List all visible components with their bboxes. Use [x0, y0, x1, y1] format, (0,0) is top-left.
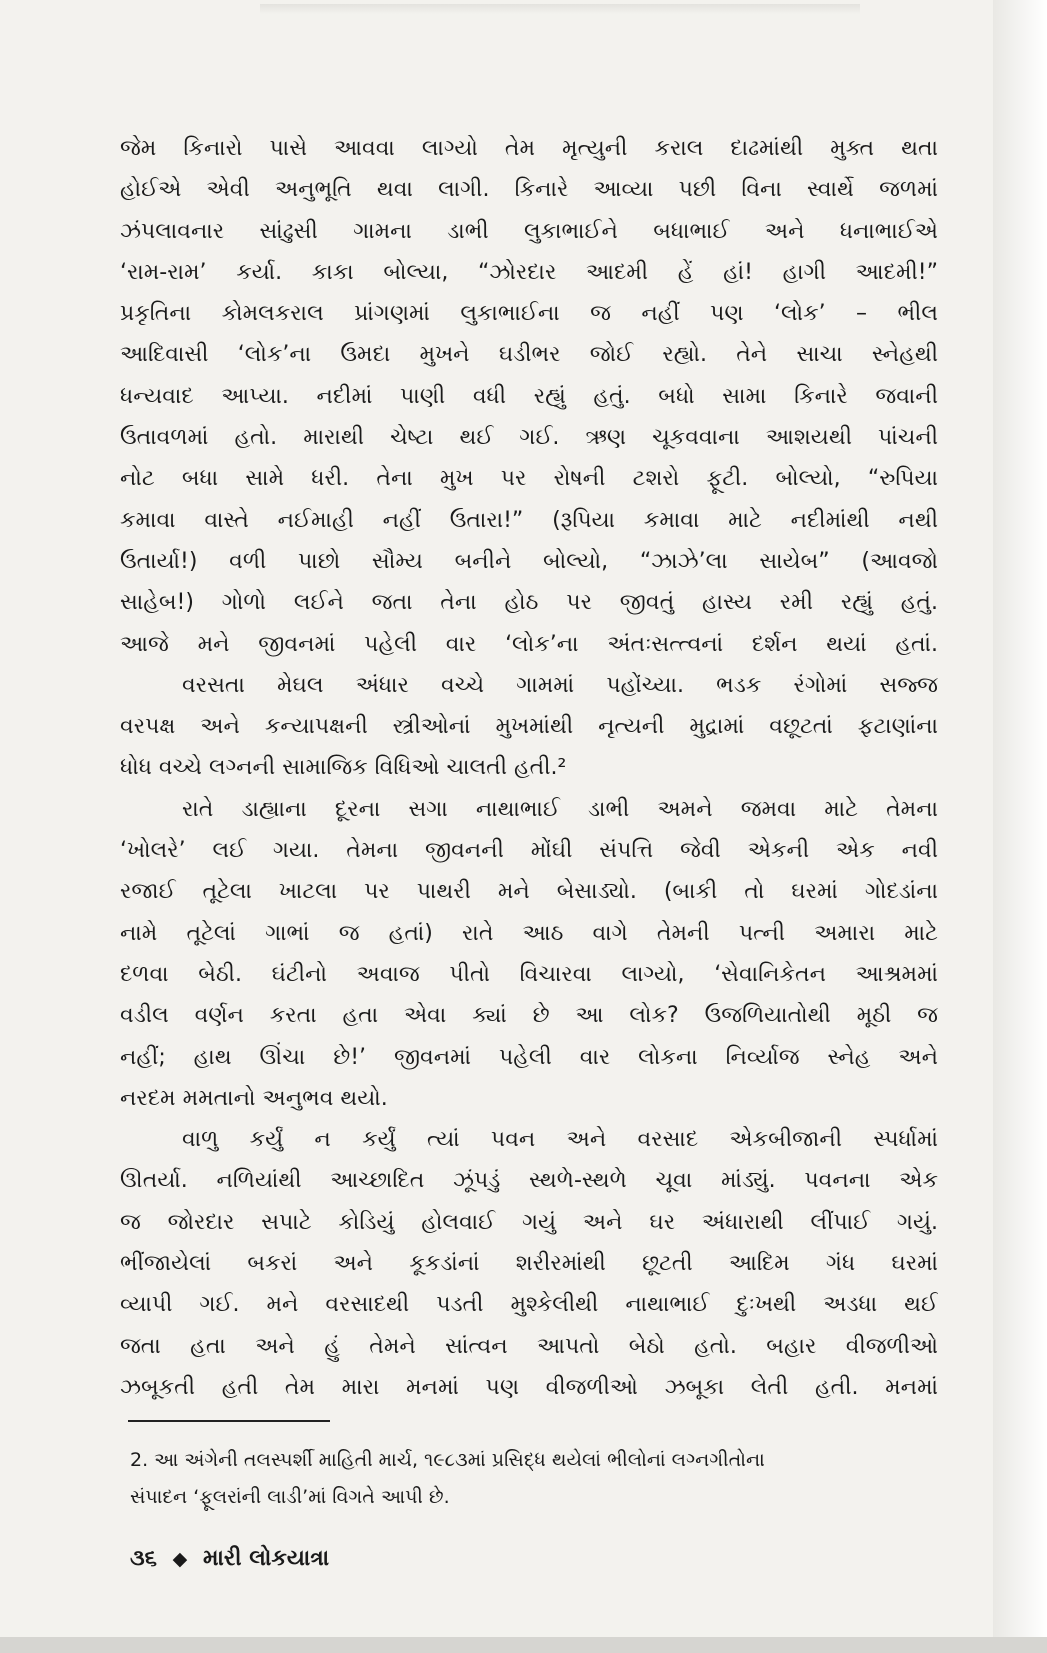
- footnote-divider: [128, 1420, 330, 1422]
- text-line: વરપક્ષ અને કન્યાપક્ષની સ્ત્રીઓનાં મુખમાંથી નૃત્યની મુદ્રામાં વછૂટતાં ફટાણાંના: [120, 714, 938, 740]
- page-edge: [993, 0, 1047, 1653]
- text-line: ઉતાર્યા!) વળી પાછો સૌમ્ય બનીને બોલ્યો, “ઝાઝે’લા સાયેબ” (આવજો: [120, 548, 938, 574]
- text-line: નોટ બધા સામે ધરી. તેના મુખ પર રોષની ટશરો ફૂટી. બોલ્યો, “રુપિયા: [120, 466, 938, 492]
- text-line: ઉતાવળમાં હતો. મારાથી ચેષ્ટા થઈ ગઈ. ઋણ ચૂકવવાના આશયથી પાંચની: [120, 425, 938, 451]
- text-line: ઝબૂકતી હતી તેમ મારા મનમાં પણ વીજળીઓ ઝબૂકા લેતી હતી. મનમાં: [120, 1374, 938, 1400]
- text-line: સાહેબ!) ગોળો લઈને જતા તેના હોઠ પર જીવતું હાસ્ય રમી રહ્યું હતું.: [120, 590, 938, 616]
- text-line: ઊતર્યા. નળિયાંથી આચ્છાદિત ઝૂંપડું સ્થળે-સ્થળે ચૂવા માંડ્યું. પવનના એક: [120, 1168, 938, 1194]
- page-footer: [130, 1546, 329, 1571]
- book-title: મારી લોકયાત્રા: [202, 1546, 330, 1571]
- text-line: કમાવા વાસ્તે નઈમાહી નહીં ઉતારા!” (રૂપિયા કમાવા માટે નદીમાંથી નથી: [120, 507, 938, 533]
- text-line: પ્રકૃતિના કોમલકરાલ પ્રાંગણમાં લુકાભાઈના જ નહીં પણ ‘લોક’ – ભીલ: [120, 301, 938, 327]
- text-line: નરદમ મમતાનો અનુભવ થયો.: [120, 1085, 388, 1111]
- body-text: [120, 128, 938, 1408]
- page-bottom-edge: [0, 1637, 1047, 1653]
- text-line: નહીં; હાથ ઊંચા છે!’ જીવનમાં પહેલી વાર લોકના નિર્વ્યાજ સ્નેહ અને: [120, 1044, 938, 1070]
- text-line: જેમ કિનારો પાસે આવવા લાગ્યો તેમ મૃત્યુની કરાલ દાઢમાંથી મુક્ત થતા: [120, 136, 938, 161]
- text-line: ધન્યવાદ આપ્યા. નદીમાં પાણી વધી રહ્યું હતું. બધો સામા કિનારે જવાની: [120, 383, 938, 409]
- footnote-line: 2. આ અંગેની તલસ્પર્શી માહિતી માર્ચ, ૧૯૮૩માં પ્રસિદ્ધ થયેલાં ભીલોનાં લગ્નગીતોના: [130, 1449, 765, 1471]
- page-number: ૩૬: [130, 1546, 157, 1571]
- text-line: વ્યાપી ગઈ. મને વરસાદથી પડતી મુશ્કેલીથી નાથાભાઈ દુઃખથી અડધા થઈ: [120, 1292, 938, 1318]
- text-line: રજાઈ તૂટેલા ખાટલા પર પાથરી મને બેસાડ્યો. (બાકી તો ઘરમાં ગોદડાંના: [120, 879, 938, 905]
- text-line: વડીલ વર્ણન કરતા હતા એવા ક્યાં છે આ લોક? ઉજળિયાતોથી મૂઠી જ: [120, 1003, 938, 1029]
- text-line: ‘રામ-રામ’ કર્યા. કાકા બોલ્યા, “ઝોરદાર આદમી હેં હાં! હાગી આદમી!”: [120, 259, 938, 285]
- text-line: ભીંજાયેલાં બકરાં અને કૂકડાંનાં શરીરમાંથી છૂટતી આદિમ ગંધ ઘરમાં: [120, 1251, 938, 1277]
- text-line: નામે તૂટેલાં ગાભાં જ હતાં) રાતે આઠ વાગે તેમની પત્ની અમારા માટે: [120, 920, 938, 946]
- text-line: જતા હતા અને હું તેમને સાંત્વન આપતો બેઠો હતો. બહાર વીજળીઓ: [120, 1333, 938, 1359]
- text-line: આદિવાસી ‘લોક’ના ઉમદા મુખને ઘડીભર જોઈ રહ્યો. તેને સાચા સ્નેહથી: [120, 342, 938, 368]
- text-line: આજે મને જીવનમાં પહેલી વાર ‘લોક’ના અંતઃસત્ત્વનાં દર્શન થયાં હતાં.: [120, 631, 938, 657]
- text-line: ધોધ વચ્ચે લગ્નની સામાજિક વિધિઓ ચાલતી હતી.²: [120, 755, 567, 781]
- footnote-line: સંપાદન ‘ફૂલરાંની લાડી’માં વિગતે આપી છે.: [130, 1486, 450, 1508]
- footnote: [130, 1442, 938, 1516]
- text-line: દળવા બેઠી. ઘંટીનો અવાજ પીતો વિચારવા લાગ્યો, ‘સેવાનિકેતન આશ્રમમાં: [120, 961, 938, 987]
- text-line: જ જોરદાર સપાટે કોડિયું હોલવાઈ ગયું અને ઘર અંધારાથી લીંપાઈ ગયું.: [120, 1209, 938, 1235]
- text-line: વાળુ કર્યું ન કર્યું ત્યાં પવન અને વરસાદ એકબીજાની સ્પર્ધામાં: [182, 1127, 938, 1153]
- text-line: રાતે ડાહ્યાના દૂરના સગા નાથાભાઈ ડાભી અમને જમવા માટે તેમના: [182, 796, 938, 822]
- text-line: વરસતા મેઘલ અંધાર વચ્ચે ગામમાં પહોંચ્યા. ભડક રંગોમાં સજ્જ: [182, 672, 938, 698]
- text-line: ‘ખોલરે’ લઈ ગયા. તેમના જીવનની મોંઘી સંપત્તિ જેવી એકની એક નવી: [120, 838, 938, 864]
- diamond-icon: ◆: [172, 1548, 188, 1570]
- text-line: ઝંપલાવનાર સાંઢુસી ગામના ડાભી લુકાભાઈને બધાભાઈ અને ધનાભાઈએ: [120, 218, 938, 244]
- print-bleed-through: [260, 4, 860, 14]
- text-line: હોઈએ એવી અનુભૂતિ થવા લાગી. કિનારે આવ્યા પછી વિના સ્વાર્થે જળમાં: [120, 177, 938, 203]
